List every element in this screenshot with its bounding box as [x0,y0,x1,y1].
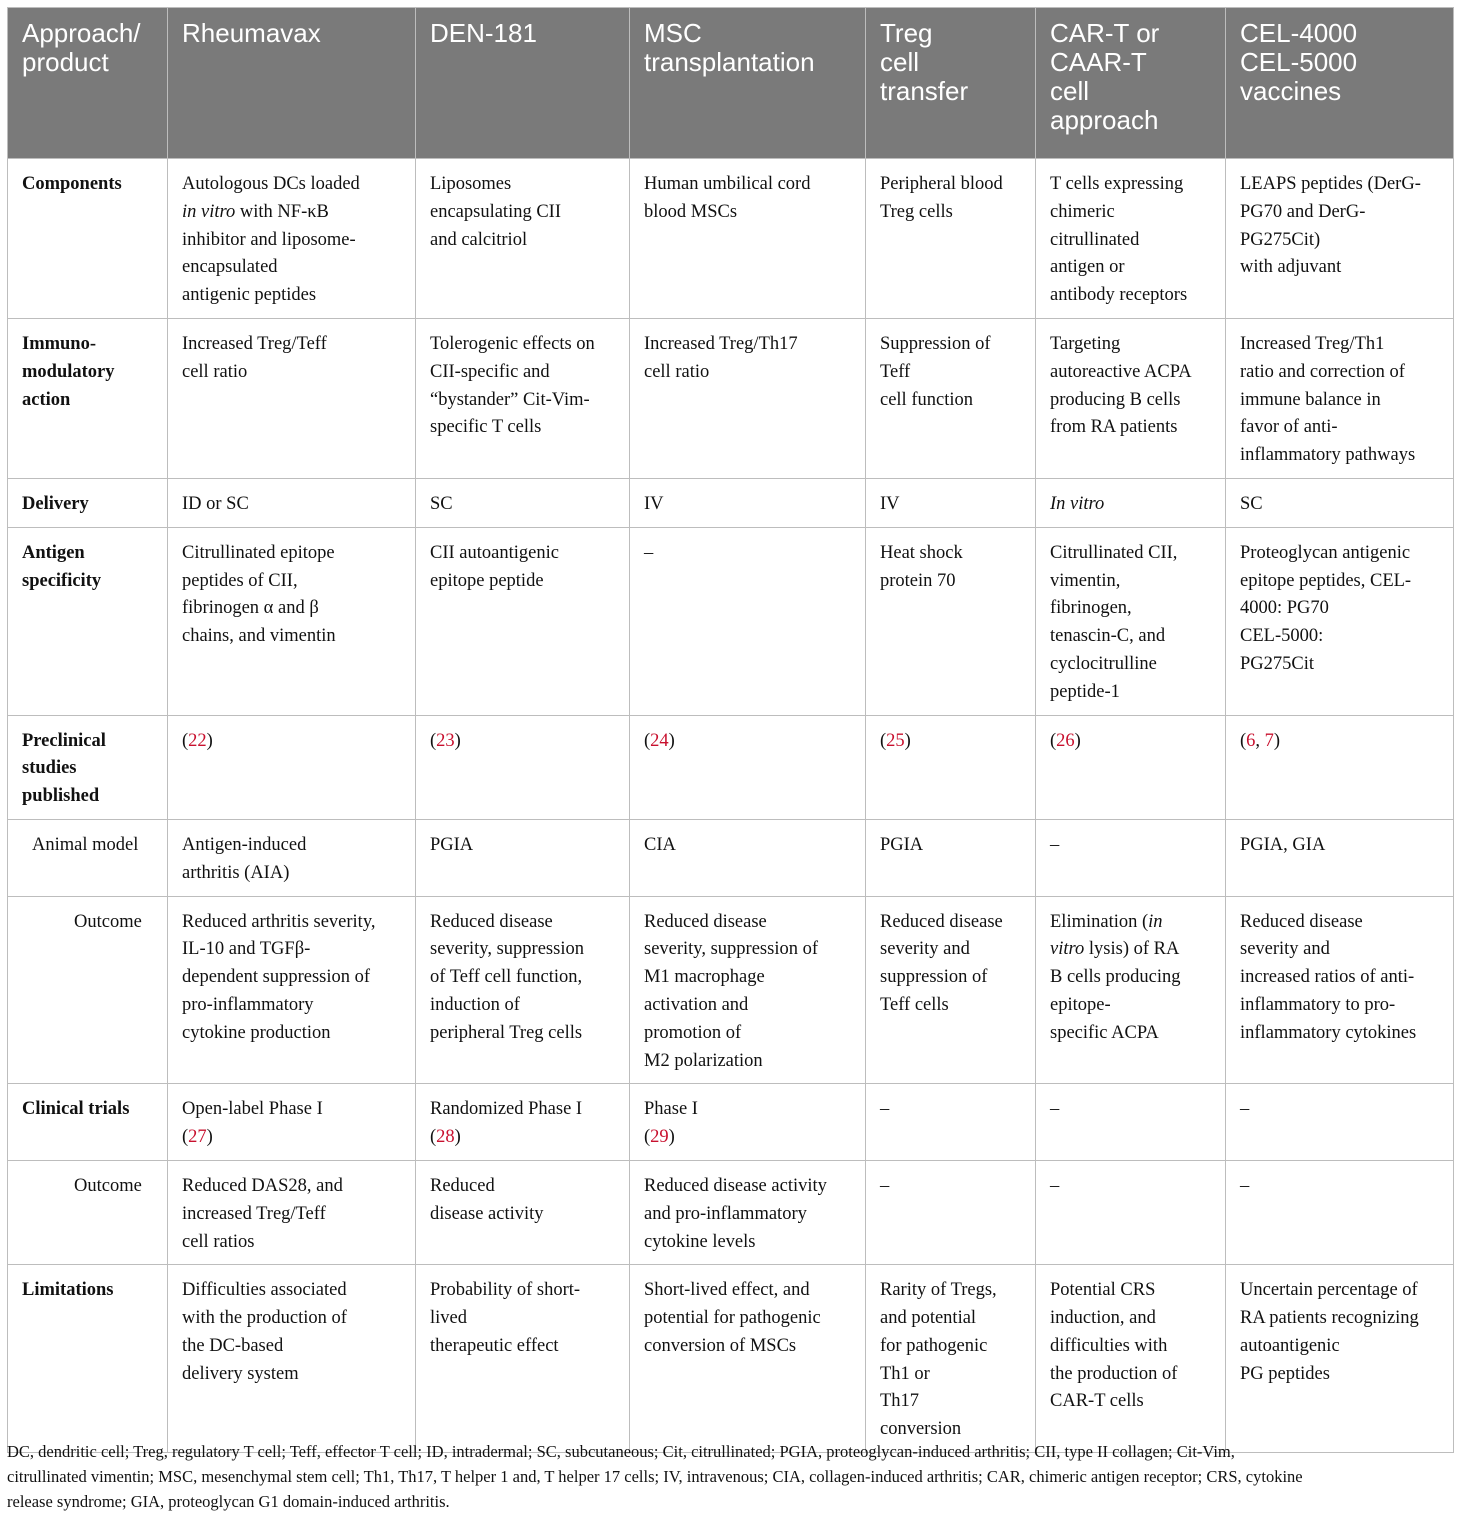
cell-immuno-cel [1226,318,1454,478]
cell-text-line: cytokine levels [644,1231,756,1252]
cell-text-line: transfer [880,76,969,106]
cell-text-line: pro-inflammatory [182,994,314,1015]
cell-text-line: severity, suppression of [644,939,819,960]
cell-text-line: CII autoantigenic [430,542,559,563]
cell-text-line: fibrinogen α and β [182,598,319,619]
cell-text-line: Clinical trials [22,1099,130,1120]
row-clinical-outcome [8,1160,1454,1264]
cell-clin-outcome-den-181 [416,1160,630,1264]
cell-text-line: Open-label Phase I [182,1099,323,1120]
cell-text-line: Reduced disease [430,911,553,932]
cell-text-line: Rheumavax [182,18,321,48]
row-label-limitations [8,1265,168,1453]
cell-text-line: Potential CRS [1050,1280,1156,1301]
cell-text-line: – [880,1175,890,1196]
cell-text-line: fibrinogen, [1050,598,1132,619]
cell-text-line: Antigen [22,542,85,563]
cell-text-line: autoantigenic [1240,1335,1340,1356]
cell-antigen-cel [1226,527,1454,715]
reference-link[interactable]: 7 [1264,730,1274,751]
cell-text-line: (24) [644,730,675,751]
cell-clin-outcome-msc [630,1160,866,1264]
header-rheumavax [168,8,416,159]
row-label-clinical-trials [8,1084,168,1161]
cell-text-line: suppression of [880,967,988,988]
cell-text-line: with the production of [182,1308,347,1329]
cell-text-line: PGIA, GIA [1240,834,1326,855]
cell-antigen-den-181 [416,527,630,715]
row-components [8,159,1454,319]
cell-text-line: cell ratio [644,361,710,382]
cell-text-line: product [22,47,109,77]
cell-text-line: CAR-T cells [1050,1391,1144,1412]
cell-text-line: Difficulties associated [182,1280,347,1301]
cell-text-line: studies [22,758,77,779]
cell-text-line: CII-specific and [430,361,550,382]
cell-text-line: severity and [1240,939,1330,960]
reference-link[interactable]: 29 [650,1127,669,1148]
cell-trials-cel [1226,1084,1454,1161]
cell-text-line: dependent suppression of [182,967,371,988]
cell-text-line: PG70 and DerG- [1240,201,1366,222]
cell-text-line: (29) [644,1127,675,1148]
row-label-animal-model [8,819,168,896]
cell-text-line: (25) [880,730,911,751]
cell-pre-outcome-rheumavax [168,896,416,1084]
reference-link[interactable]: 26 [1056,730,1075,751]
cell-text-line: SC [430,493,453,514]
cell-text-line: inhibitor and liposome- [182,229,356,250]
cell-text-line: tenascin-C, and [1050,626,1166,647]
cell-text-line: modulatory [22,361,115,382]
row-immunomodulatory-action [8,318,1454,478]
cell-text-line: inflammatory cytokines [1240,1022,1417,1043]
cell-delivery-car-t [1036,478,1226,527]
italic-text: In vitro [1050,493,1105,514]
cell-text-line: antigen or [1050,257,1125,278]
cell-text-line: – [1240,1175,1250,1196]
cell-text-line: potential for pathogenic [644,1308,821,1329]
cell-text-line: inflammatory pathways [1240,445,1416,466]
cell-text-line: Uncertain percentage of [1240,1280,1418,1301]
cell-text-line: (23) [430,730,461,751]
cell-trials-den-181 [416,1084,630,1161]
footnote-line: release syndrome; GIA, proteoglycan G1 domain-induced arthritis. [7,1492,450,1511]
cell-text-line: encapsulating CII [430,201,561,222]
cell-immuno-rheumavax [168,318,416,478]
header-car-t-caar-t [1036,8,1226,159]
cell-components-car-t [1036,159,1226,319]
cell-antigen-msc [630,527,866,715]
cell-text-line: PGIA [880,834,924,855]
cell-text-line: the production of [1050,1363,1178,1384]
cell-text-line: delivery system [182,1363,299,1384]
cell-text-line: Liposomes [430,174,512,194]
cell-text-line: – [880,1099,890,1120]
cell-text-line: epitope peptides, CEL- [1240,570,1412,591]
table-footnote [7,1439,1453,1514]
cell-text-line: CAAR-T [1050,47,1147,77]
cell-components-rheumavax [168,159,416,319]
cell-text-line: Tolerogenic effects on [430,333,595,354]
header-treg-cell-transfer [866,8,1036,159]
cell-text-line: Peripheral blood [880,174,1003,194]
cell-text-line: Outcome [74,911,142,932]
cell-text-line: encapsulated [182,257,278,278]
cell-text-line: blood MSCs [644,201,738,222]
cell-text-line: (26) [1050,730,1081,751]
cell-text-line: of Teff cell function, [430,967,583,988]
cell-text-line: increased Treg/Teff [182,1203,326,1224]
cell-text-line: LEAPS peptides (DerG- [1240,174,1421,194]
cell-text-line: approach [1050,105,1159,135]
cell-text-line: induction, and [1050,1308,1156,1329]
cell-text-line: Approach/ [22,18,141,48]
cell-immuno-car-t [1036,318,1226,478]
cell-text-line: specific ACPA [1050,1022,1159,1043]
cell-text-line: cytokine production [182,1022,331,1043]
cell-text-line: antibody receptors [1050,285,1188,306]
table-header-row [8,8,1454,159]
cell-text-line: Preclinical [22,730,106,751]
row-antigen-specificity [8,527,1454,715]
cell-text-line: chains, and vimentin [182,626,336,647]
cell-text-line: CAR-T or [1050,18,1160,48]
cell-text-line: CEL-4000 [1240,18,1358,48]
cell-antigen-treg [866,527,1036,715]
cell-preclinical-msc [630,715,866,819]
reference-link[interactable]: 24 [650,730,669,751]
cell-trials-msc [630,1084,866,1161]
cell-text-line: – [1050,1099,1060,1120]
reference-link[interactable]: 6 [1246,730,1256,751]
cell-text-line: Citrullinated CII, [1050,542,1178,563]
cell-text-line: specificity [22,570,102,591]
cell-delivery-den-181 [416,478,630,527]
cell-text-line: difficulties with [1050,1335,1168,1356]
cell-text-line: autoreactive ACPA [1050,361,1192,382]
cell-text-line: Citrullinated epitope [182,542,335,563]
footnote-line: DC, dendritic cell; Treg, regulatory T cell; Teff, effector T cell; ID, intradermal; SC, subcutaneous; Cit, citrullinated; PGIA, proteoglycan-induced arthritis; CII, type II collagen; Cit-Vim, [7,1442,1235,1461]
cell-text-line: from RA patients [1050,417,1178,438]
cell-text-line: Reduced arthritis severity, [182,911,376,932]
cell-text-line: Reduced disease [880,911,1003,932]
cell-text-line: severity and [880,939,970,960]
italic-text: in [1148,911,1163,932]
cell-text-line: Outcome [74,1175,142,1196]
cell-text-line: Antigen-induced [182,834,307,855]
row-delivery [8,478,1454,527]
cell-text-line: DEN-181 [430,18,537,48]
cell-text-line: for pathogenic [880,1335,988,1356]
cell-text-line: B cells producing [1050,967,1181,988]
cell-text-line: activation and [644,994,749,1015]
cell-text-line: (22) [182,730,213,751]
header-msc-transplantation [630,8,866,159]
cell-text-line: Teff [880,361,911,382]
row-label-preclinical-studies [8,715,168,819]
cell-text-line: Elimination (in [1050,911,1163,932]
cell-text-line: and pro-inflammatory [644,1203,807,1224]
cell-text-line: IV [880,493,900,514]
cell-trials-rheumavax [168,1084,416,1161]
cell-preclinical-rheumavax [168,715,416,819]
cell-text-line: induction of [430,994,520,1015]
cell-text-line: peptides of CII, [182,570,298,591]
cell-text-line: conversion [880,1419,962,1440]
cell-text-line: cell [880,47,920,77]
cell-limitations-msc [630,1265,866,1453]
row-animal-model [8,819,1454,896]
cell-clin-outcome-treg [866,1160,1036,1264]
cell-text-line: inflammatory to pro- [1240,994,1396,1015]
cell-text-line: cell function [880,389,973,410]
cell-delivery-cel [1226,478,1454,527]
row-label-immunomodulatory-action [8,318,168,478]
cell-text-line: epitope peptide [430,570,544,591]
cell-text-line: CEL-5000: [1240,626,1324,647]
cell-text-line: vitro lysis) of RA [1050,939,1180,960]
cell-preclinical-den-181 [416,715,630,819]
cell-text-line: – [644,542,654,563]
cell-delivery-msc [630,478,866,527]
cell-text-line: Increased Treg/Th17 [644,333,798,354]
cell-limitations-car-t [1036,1265,1226,1453]
cell-text-line: immune balance in [1240,389,1381,410]
cell-animal-cel [1226,819,1454,896]
row-limitations [8,1265,1454,1453]
cell-text-line: in vitro with NF-κB [182,201,329,222]
cell-text-line: lived [430,1308,467,1329]
cell-components-msc [630,159,866,319]
cell-text-line: Delivery [22,493,89,514]
cell-clin-outcome-rheumavax [168,1160,416,1264]
cell-text-line: specific T cells [430,417,542,438]
cell-text-line: IL-10 and TGFβ- [182,939,311,960]
header-approach-product [8,8,168,159]
cell-text-line: PG275Cit) [1240,229,1321,250]
cell-text-line: disease activity [430,1203,544,1224]
cell-text-line: cell ratios [182,1231,255,1252]
cell-text-line: Randomized Phase I [430,1099,583,1120]
cell-text-line: with adjuvant [1240,257,1342,278]
cell-text-line: therapeutic effect [430,1335,559,1356]
cell-text-line: Suppression of [880,333,991,354]
cell-limitations-cel [1226,1265,1454,1453]
cell-text-line: Teff cells [880,994,949,1015]
cell-pre-outcome-cel [1226,896,1454,1084]
cell-text-line: Probability of short- [430,1280,581,1301]
comparison-table [7,7,1454,1453]
italic-text: in vitro [182,201,236,222]
cell-text-line: cyclocitrulline [1050,653,1157,674]
cell-text-line: Short-lived effect, and [644,1280,810,1301]
cell-text-line: Immuno- [22,333,97,354]
cell-animal-msc [630,819,866,896]
cell-text-line: cell ratio [182,361,248,382]
cell-text-line: – [1240,1099,1250,1120]
cell-antigen-rheumavax [168,527,416,715]
row-clinical-trials [8,1084,1454,1161]
row-label-preclinical-outcome [8,896,168,1084]
header-cel-vaccines [1226,8,1454,159]
cell-limitations-treg [866,1265,1036,1453]
cell-text-line: Targeting [1050,333,1121,354]
cell-text-line: arthritis (AIA) [182,862,290,883]
cell-text-line: RA patients recognizing [1240,1308,1419,1329]
cell-text-line: ID or SC [182,493,249,514]
cell-text-line: MSC [644,18,702,48]
cell-text-line: IV [644,493,664,514]
cell-trials-car-t [1036,1084,1226,1161]
cell-components-cel [1226,159,1454,319]
cell-animal-car-t [1036,819,1226,896]
cell-text-line: (27) [182,1127,213,1148]
cell-text-line: published [22,786,100,807]
cell-text-line: transplantation [644,47,815,77]
cell-text-line: (28) [430,1127,461,1148]
cell-clin-outcome-car-t [1036,1160,1226,1264]
cell-text-line [1050,491,1213,519]
cell-text-line: Reduced disease [644,911,767,932]
cell-text-line: Heat shock [880,542,963,563]
cell-text-line: severity, suppression [430,939,584,960]
cell-text-line: Rarity of Tregs, [880,1280,997,1301]
cell-text-line: Increased Treg/Th1 [1240,333,1385,354]
cell-clin-outcome-cel [1226,1160,1454,1264]
cell-text-line: Autologous DCs loaded [182,174,360,194]
cell-text-line: M2 polarization [644,1050,763,1071]
cell-text-line: citrullinated [1050,229,1140,250]
cell-text-line: antigenic peptides [182,285,317,306]
cell-text-line: Th1 or [880,1363,930,1384]
reference-link[interactable]: 25 [886,730,905,751]
cell-text-line: PG peptides [1240,1363,1330,1384]
cell-components-den-181 [416,159,630,319]
italic-text: vitro [1050,939,1085,960]
cell-text-line: Phase I [644,1099,698,1120]
cell-trials-treg [866,1084,1036,1161]
cell-text-line: peptide-1 [1050,681,1120,702]
cell-text-line: action [22,389,71,410]
cell-text-line: ratio and correction of [1240,361,1405,382]
cell-text-line: chimeric [1050,201,1115,222]
reference-link[interactable]: 22 [188,730,207,751]
cell-immuno-treg [866,318,1036,478]
header-den-181 [416,8,630,159]
cell-text-line: Proteoglycan antigenic [1240,542,1411,563]
row-label-antigen-specificity [8,527,168,715]
row-label-components [8,159,168,319]
cell-text-line: SC [1240,493,1263,514]
cell-pre-outcome-msc [630,896,866,1084]
cell-text-line: CIA [644,834,676,855]
cell-pre-outcome-car-t [1036,896,1226,1084]
cell-text-line: Human umbilical cord [644,174,811,194]
cell-text-line: – [1050,834,1060,855]
row-label-clinical-outcome [8,1160,168,1264]
cell-text-line: Reduced [430,1175,495,1196]
cell-text-line: – [1050,1175,1060,1196]
row-label-delivery [8,478,168,527]
cell-text-line: peripheral Treg cells [430,1022,583,1043]
cell-text-line: (6, 7) [1240,730,1281,751]
reference-link[interactable]: 27 [188,1127,207,1148]
cell-text-line: Treg [880,18,933,48]
cell-antigen-car-t [1036,527,1226,715]
cell-text-line: M1 macrophage [644,967,765,988]
cell-text-line: and potential [880,1308,977,1329]
cell-text-line: the DC-based [182,1335,284,1356]
cell-animal-den-181 [416,819,630,896]
reference-link[interactable]: 28 [436,1127,455,1148]
cell-text-line: “bystander” Cit-Vim- [430,389,590,410]
cell-text-line: protein 70 [880,570,956,591]
cell-text-line: Limitations [22,1280,114,1301]
cell-pre-outcome-den-181 [416,896,630,1084]
cell-text-line: Components [22,174,122,194]
cell-limitations-den-181 [416,1265,630,1453]
cell-text-line: increased ratios of anti- [1240,967,1415,988]
footnote-line: citrullinated vimentin; MSC, mesenchymal stem cell; Th1, Th17, T helper 1 and, T helper 17 cells; IV, intravenous; CIA, collagen-induced arthritis; CAR, chimeric antigen receptor; CRS, cytokine [7,1467,1303,1486]
cell-text-line: Treg cells [880,201,953,222]
row-preclinical-outcome [8,896,1454,1084]
cell-text-line: conversion of MSCs [644,1335,797,1356]
cell-immuno-msc [630,318,866,478]
cell-text-line: PGIA [430,834,474,855]
row-preclinical-studies [8,715,1454,819]
cell-text-line: Th17 [880,1391,920,1412]
cell-text-line: promotion of [644,1022,742,1043]
cell-pre-outcome-treg [866,896,1036,1084]
cell-text-line: and calcitriol [430,229,528,250]
cell-text-line: vimentin, [1050,570,1121,591]
cell-text-line: PG275Cit [1240,653,1315,674]
cell-limitations-rheumavax [168,1265,416,1453]
cell-text-line: 4000: PG70 [1240,598,1329,619]
cell-animal-rheumavax [168,819,416,896]
cell-components-treg [866,159,1036,319]
cell-text-line: epitope- [1050,994,1111,1015]
cell-text-line: cell [1050,76,1090,106]
cell-text-line: Animal model [32,834,139,855]
cell-immuno-den-181 [416,318,630,478]
cell-text-line: CEL-5000 [1240,47,1358,77]
cell-delivery-treg [866,478,1036,527]
cell-text-line: producing B cells [1050,389,1181,410]
reference-link[interactable]: 23 [436,730,455,751]
cell-preclinical-treg [866,715,1036,819]
cell-text-line: Reduced disease [1240,911,1363,932]
cell-animal-treg [866,819,1036,896]
cell-delivery-rheumavax [168,478,416,527]
cell-text-line: Increased Treg/Teff [182,333,327,354]
cell-text-line: T cells expressing [1050,174,1184,194]
cell-preclinical-car-t [1036,715,1226,819]
cell-text-line: Reduced DAS28, and [182,1175,343,1196]
cell-text-line: favor of anti- [1240,417,1338,438]
cell-preclinical-cel [1226,715,1454,819]
cell-text-line: Reduced disease activity [644,1175,827,1196]
cell-text-line: vaccines [1240,76,1342,106]
